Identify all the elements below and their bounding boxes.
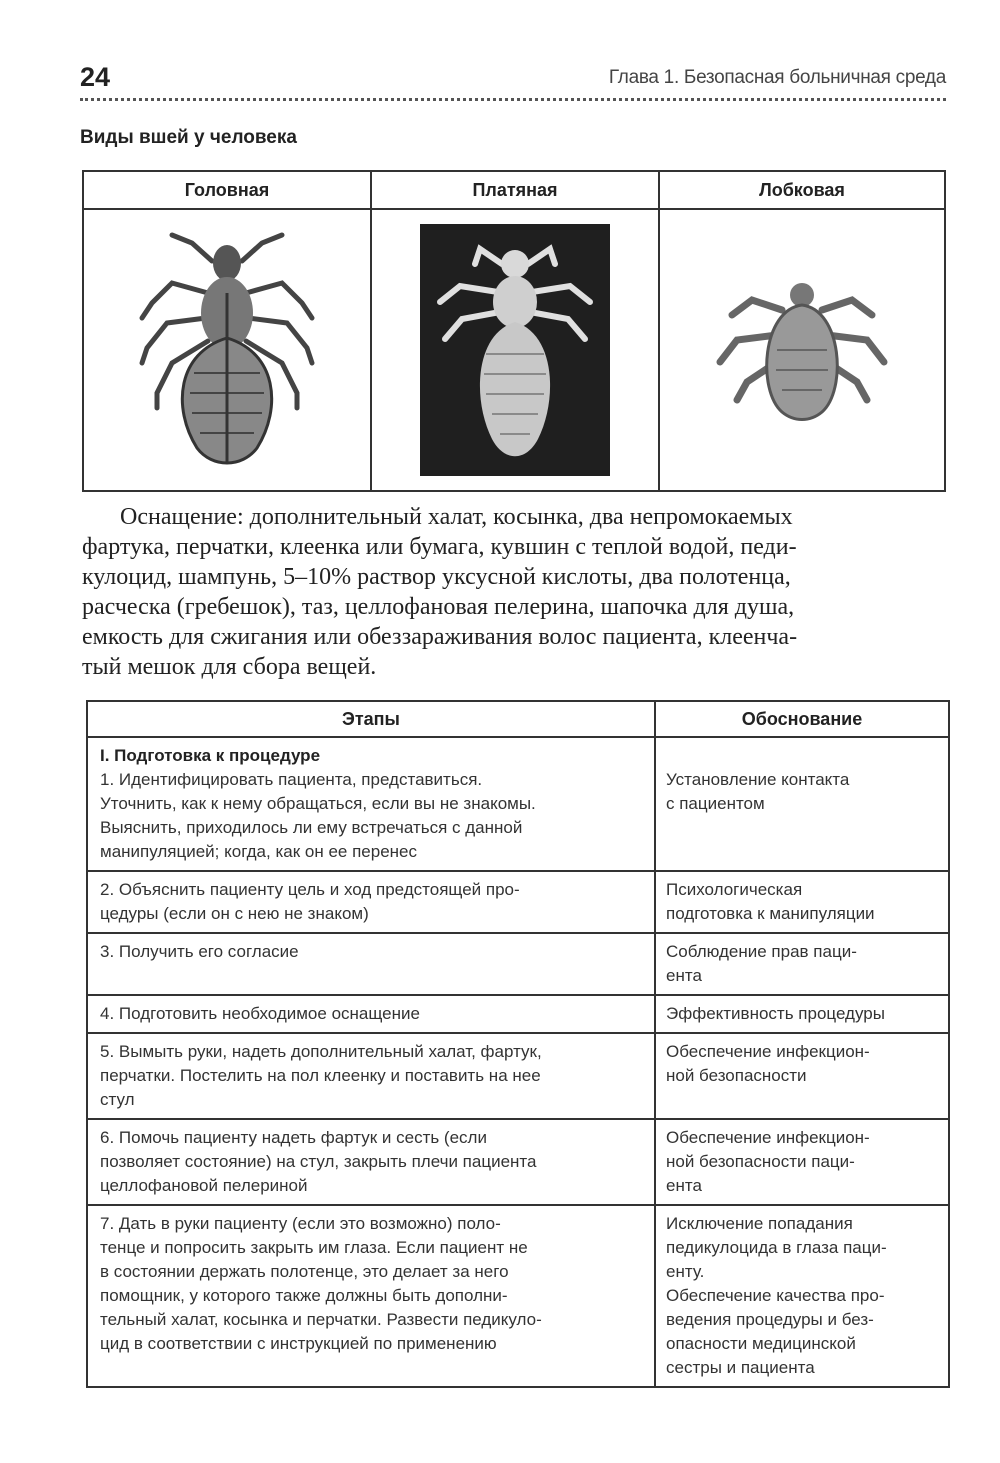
lice-header-pubic: Лобковая <box>659 171 945 209</box>
paragraph-line: фартука, перчатки, клеенка или бумага, кувшин с теплой водой, педи- <box>82 534 797 560</box>
stage-line: помощник, у которого также должны быть дополни- <box>100 1286 508 1305</box>
stage-line: цедуры (если он с нею не знаком) <box>100 904 369 923</box>
paragraph-line: емкость для сжигания или обеззараживания волос пациента, клеенча- <box>82 624 798 650</box>
stage-line: манипуляцией; когда, как он ее перенес <box>100 842 417 861</box>
reason-line: Установление контакта <box>666 770 850 789</box>
reason-cell <box>655 737 949 871</box>
reason-line: опасности медицинской <box>666 1334 856 1353</box>
stage-cell <box>87 871 655 933</box>
stage-line: 7. Дать в руки пациенту (если это возможно) поло- <box>100 1214 501 1233</box>
stage-line: 5. Вымыть руки, надеть дополнительный халат, фартук, <box>100 1042 542 1061</box>
paragraph-line: тый мешок для сбора вещей. <box>82 654 377 680</box>
reason-line: ной безопасности паци- <box>666 1152 855 1171</box>
stage-cell <box>87 1033 655 1119</box>
body-louse-image <box>420 224 610 476</box>
reason-cell <box>655 933 949 995</box>
stage-line: 4. Подготовить необходимое оснащение <box>100 1004 420 1023</box>
stages-header: Этапы <box>87 701 655 737</box>
table-row <box>87 871 949 933</box>
body-louse-cell <box>371 209 659 491</box>
pubic-louse-cell <box>659 209 945 491</box>
header-divider <box>80 98 946 101</box>
pubic-louse-image <box>702 270 902 430</box>
reason-line: подготовка к манипуляции <box>666 904 875 923</box>
stage-line: 6. Помочь пациенту надеть фартук и сесть (если <box>100 1128 487 1147</box>
head-louse-image <box>112 223 342 478</box>
stage-line: цид в соответствии с инструкцией по применению <box>100 1334 497 1353</box>
reason-line: педикулоцида в глаза паци- <box>666 1238 887 1257</box>
table-row <box>87 1033 949 1119</box>
section-title: Виды вшей у человека <box>80 127 297 148</box>
stage-line: тельный халат, косынка и перчатки. Развести педикуло- <box>100 1310 542 1329</box>
stage-line: 2. Объяснить пациенту цель и ход предстоящей про- <box>100 880 520 899</box>
stage-cell <box>87 1119 655 1205</box>
page-header <box>80 62 946 102</box>
table-row <box>87 933 949 995</box>
stage-line: Выяснить, приходилось ли ему встречаться с данной <box>100 818 523 837</box>
reason-line: ной безопасности <box>666 1066 807 1085</box>
stage-line: стул <box>100 1090 135 1109</box>
reason-header: Обоснование <box>655 701 949 737</box>
reason-line: с пациентом <box>666 794 765 813</box>
reason-cell <box>655 1205 949 1387</box>
reason-line: енту. <box>666 1262 705 1281</box>
stage-line: в состоянии держать полотенце, это делает за него <box>100 1262 509 1281</box>
reason-line: Эффективность процедуры <box>666 1004 885 1023</box>
stage-line: 3. Получить его согласие <box>100 942 299 961</box>
reason-line: сестры и пациента <box>666 1358 815 1377</box>
stage-line: тенце и попросить закрыть им глаза. Если пациент не <box>100 1238 528 1257</box>
reason-line: Обеспечение инфекцион- <box>666 1042 870 1061</box>
reason-line: Соблюдение прав паци- <box>666 942 857 961</box>
stage-cell <box>87 995 655 1033</box>
stage-cell <box>87 933 655 995</box>
lice-header-head: Головная <box>83 171 371 209</box>
lice-types-table <box>82 170 946 492</box>
equipment-paragraph <box>82 502 946 682</box>
reason-line: ведения процедуры и без- <box>666 1310 874 1329</box>
lice-header-body: Платяная <box>371 171 659 209</box>
page-number: 24 <box>80 62 111 92</box>
chapter-title: Глава 1. Безопасная больничная среда <box>608 67 946 88</box>
table-row <box>87 1119 949 1205</box>
stage-line: целлофановой пелериной <box>100 1176 308 1195</box>
reason-cell <box>655 871 949 933</box>
reason-cell <box>655 995 949 1033</box>
stage-cell <box>87 1205 655 1387</box>
reason-line: Исключение попадания <box>666 1214 853 1233</box>
paragraph-line: расческа (гребешок), таз, целлофановая пелерина, шапочка для душа, <box>82 594 795 620</box>
reason-line: Психологическая <box>666 880 803 899</box>
reason-cell <box>655 1033 949 1119</box>
stage-line: позволяет состояние) на стул, закрыть плечи пациента <box>100 1152 537 1171</box>
stage-group-title: I. Подготовка к процедуре <box>100 746 321 765</box>
reason-line: Обеспечение качества про- <box>666 1286 885 1305</box>
procedure-steps-table <box>86 700 950 1388</box>
stage-cell <box>87 737 655 871</box>
stage-line: Уточнить, как к нему обращаться, если вы не знакомы. <box>100 794 536 813</box>
table-row <box>87 995 949 1033</box>
reason-line: ента <box>666 1176 702 1195</box>
reason-line: ента <box>666 966 702 985</box>
reason-cell <box>655 1119 949 1205</box>
stage-line: перчатки. Постелить на пол клеенку и поставить на нее <box>100 1066 541 1085</box>
stage-line: 1. Идентифицировать пациента, представиться. <box>100 770 483 789</box>
table-row <box>87 737 949 871</box>
head-louse-cell <box>83 209 371 491</box>
paragraph-line: кулоцид, шампунь, 5–10% раствор уксусной кислоты, два полотенца, <box>82 564 791 590</box>
reason-line: Обеспечение инфекцион- <box>666 1128 870 1147</box>
paragraph-line: Оснащение: дополнительный халат, косынка, два непромокаемых <box>120 504 793 530</box>
table-row <box>87 1205 949 1387</box>
